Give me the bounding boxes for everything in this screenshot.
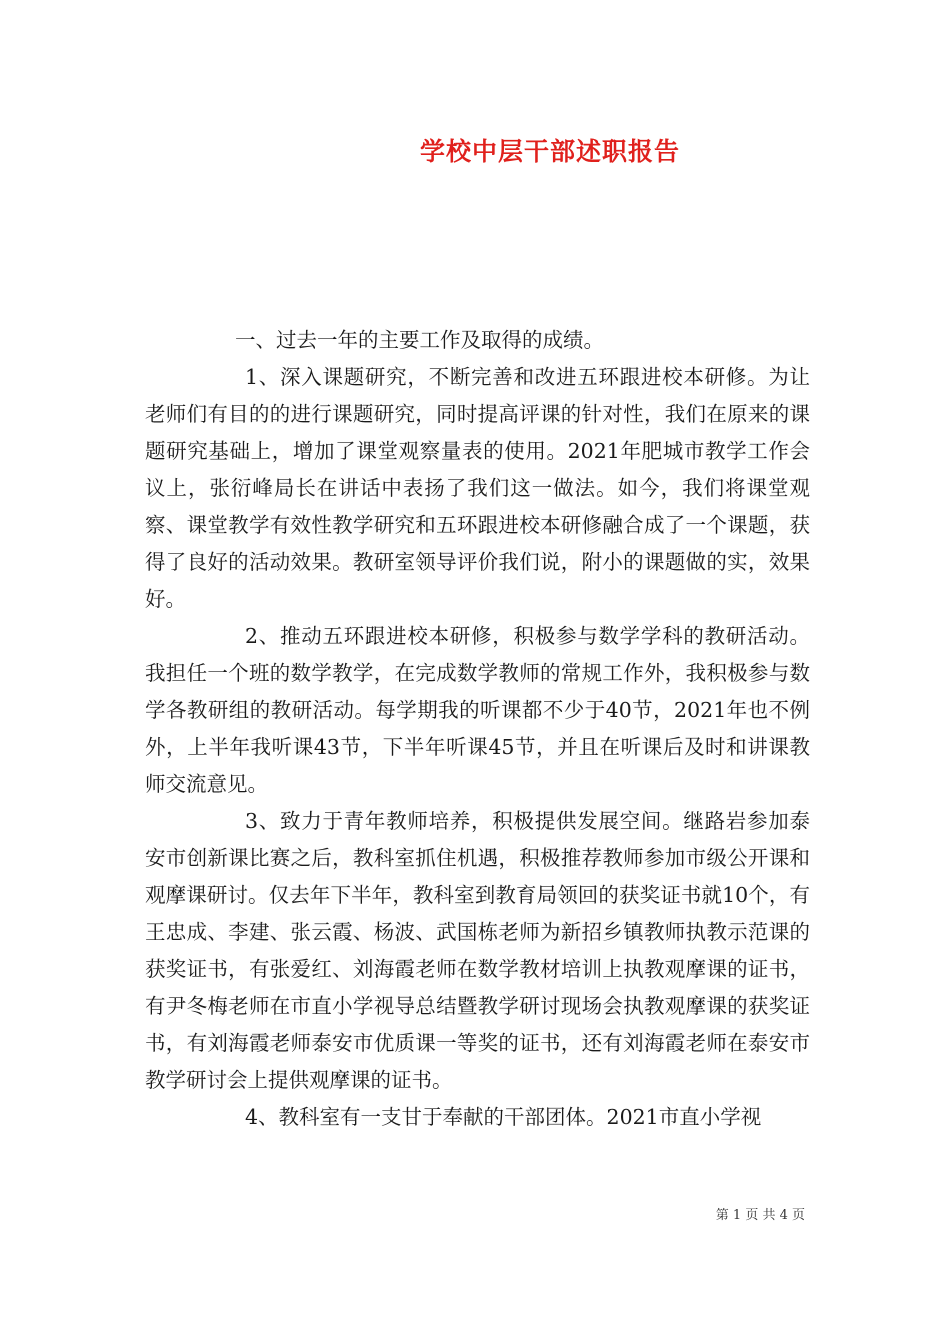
document-body	[145, 322, 810, 1136]
paragraph-3: 3、致力于青年教师培养，积极提供发展空间。继路岩参加泰安市创新课比赛之后，教科室抓住机遇，积极推荐教师参加市级公开课和观摩课研讨。仅去年下半年，教科室到教育局领回的获奖证书就10个，有王忠成、李建、张云霞、杨波、武国栋老师为新招乡镇教师执教示范课的获奖证书，有张爱红、刘海霞老师在数学教材培训上执教观摩课的证书，有尹冬梅老师在市直小学视导总结暨教学研讨现场会执教观摩课的获奖证书，有刘海霞老师泰安市优质课一等奖的证书，还有刘海霞老师在泰安市教学研讨会上提供观摩课的证书。	[145, 809, 810, 1092]
document-title: 学校中层干部述职报告	[419, 137, 680, 166]
section-heading: 一、过去一年的主要工作及取得的成绩。	[235, 328, 604, 352]
paragraph-2: 2、推动五环跟进校本研修，积极参与数学学科的教研活动。我担任一个班的数学教学，在完成数学教师的常规工作外，我积极参与数学各教研组的教研活动。每学期我的听课都不少于40节，2021年也不例外，上半年我听课43节，下半年听课45节，并且在听课后及时和讲课教师交流意见。	[145, 624, 810, 796]
paragraph-4: 4、教科室有一支甘于奉献的干部团体。2021市直小学视	[245, 1105, 762, 1129]
paragraph-1: 1、深入课题研究，不断完善和改进五环跟进校本研修。为让老师们有目的的进行课题研究，同时提高评课的针对性，我们在原来的课题研究基础上，增加了课堂观察量表的使用。2021年肥城市教学工作会议上，张衍峰局长在讲话中表扬了我们这一做法。如今，我们将课堂观察、课堂教学有效性教学研究和五环跟进校本研修融合成了一个课题，获得了良好的活动效果。教研室领导评价我们说，附小的课题做的实，效果好。	[145, 365, 810, 611]
page-number: 第 1 页 共 4 页	[715, 1208, 805, 1223]
